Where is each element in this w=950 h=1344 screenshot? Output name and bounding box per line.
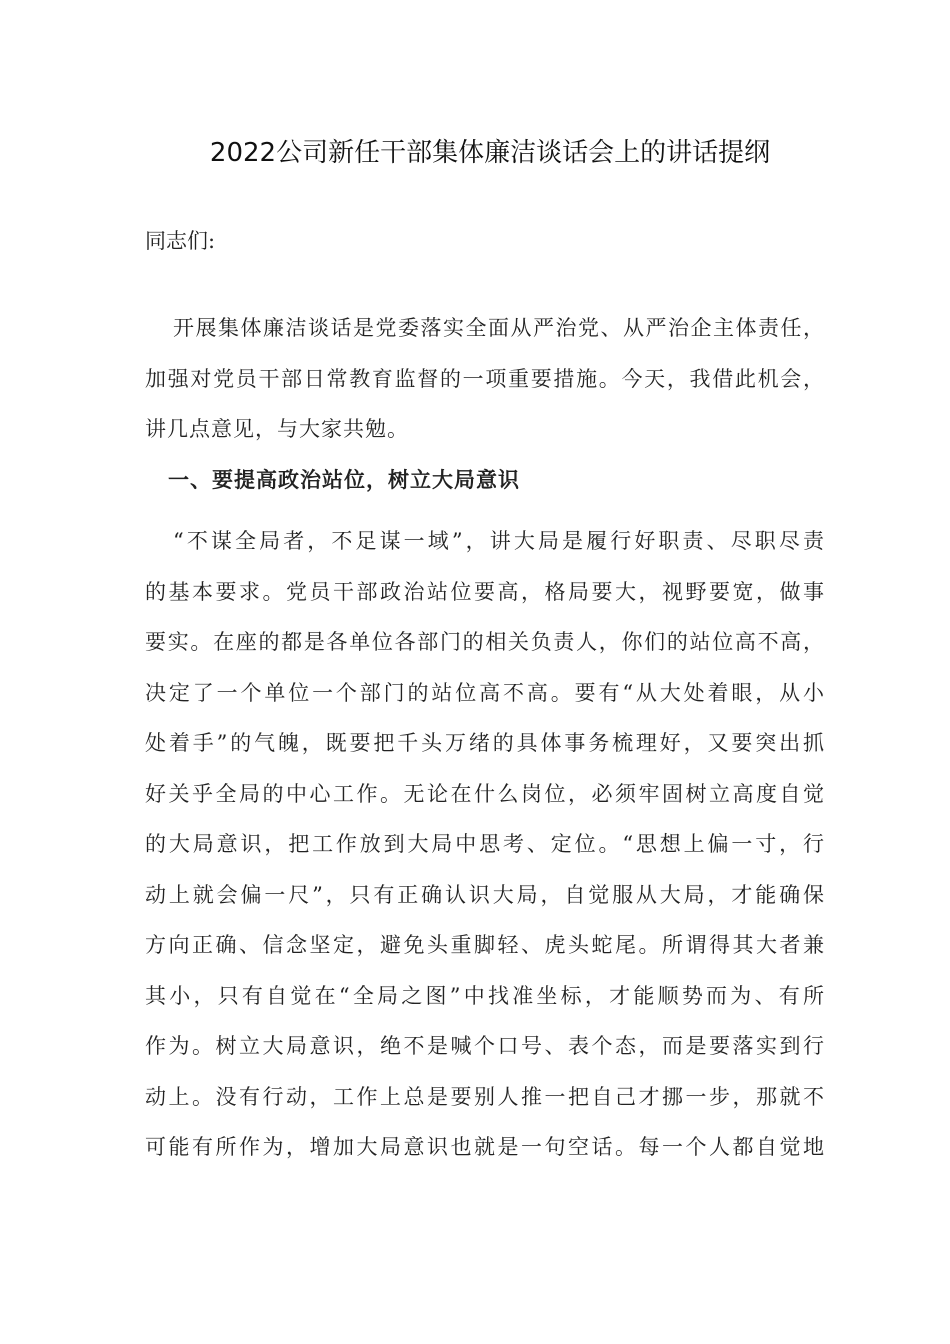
paragraph-intro <box>145 303 825 455</box>
paragraph-line: 开展集体廉洁谈话是党委落实全面从严治党、从严治企主体责任， <box>173 316 825 340</box>
paragraph-line: 方向正确、信念坚定，避免头重脚轻、虎头蛇尾。所谓得其大者兼 <box>145 933 825 957</box>
salutation: 同志们: <box>145 229 216 253</box>
paragraph-line: 的基本要求。党员干部政治站位要高，格局要大，视野要宽，做事 <box>145 579 825 604</box>
paragraph-line: 可能有所作为，增加大局意识也就是一句空话。每一个人都自觉地 <box>145 1135 825 1159</box>
paragraph-line: 讲几点意见，与大家共勉。 <box>145 417 409 441</box>
paragraph-section1 <box>145 516 825 1173</box>
paragraph-line: 加强对党员干部日常教育监督的一项重要措施。今天，我借此机会， <box>145 366 825 391</box>
paragraph-line: 动上就会偏一尺”，只有正确认识大局，自觉服从大局，才能确保 <box>145 882 825 907</box>
paragraph-line: 的大局意识，把工作放到大局中思考、定位。“思想上偏一寸，行 <box>145 832 825 856</box>
paragraph-line: 其小，只有自觉在“全局之图”中找准坐标，才能顺势而为、有所 <box>145 983 825 1008</box>
section-heading: 一、要提高政治站位，树立大局意识 <box>168 467 520 492</box>
paragraph-line: 动上。没有行动，工作上总是要别人推一把自己才挪一步，那就不 <box>145 1084 825 1109</box>
paragraph-line: 作为。树立大局意识，绝不是喊个口号、表个态，而是要落实到行 <box>145 1034 825 1058</box>
paragraph-line: 决定了一个单位一个部门的站位高不高。要有“从大处着眼，从小 <box>145 680 825 705</box>
paragraph-line: “不谋全局者，不足谋一域”，讲大局是履行好职责、尽职尽责 <box>173 529 825 553</box>
paragraph-line: 要实。在座的都是各单位各部门的相关负责人，你们的站位高不高， <box>145 630 825 654</box>
paragraph-line: 处着手”的气魄，既要把千头万绪的具体事务梳理好，又要突出抓 <box>145 731 825 755</box>
document-title: 2022公司新任干部集体廉洁谈话会上的讲话提纲 <box>209 138 771 168</box>
paragraph-line: 好关乎全局的中心工作。无论在什么岗位，必须牢固树立高度自觉 <box>145 781 825 806</box>
